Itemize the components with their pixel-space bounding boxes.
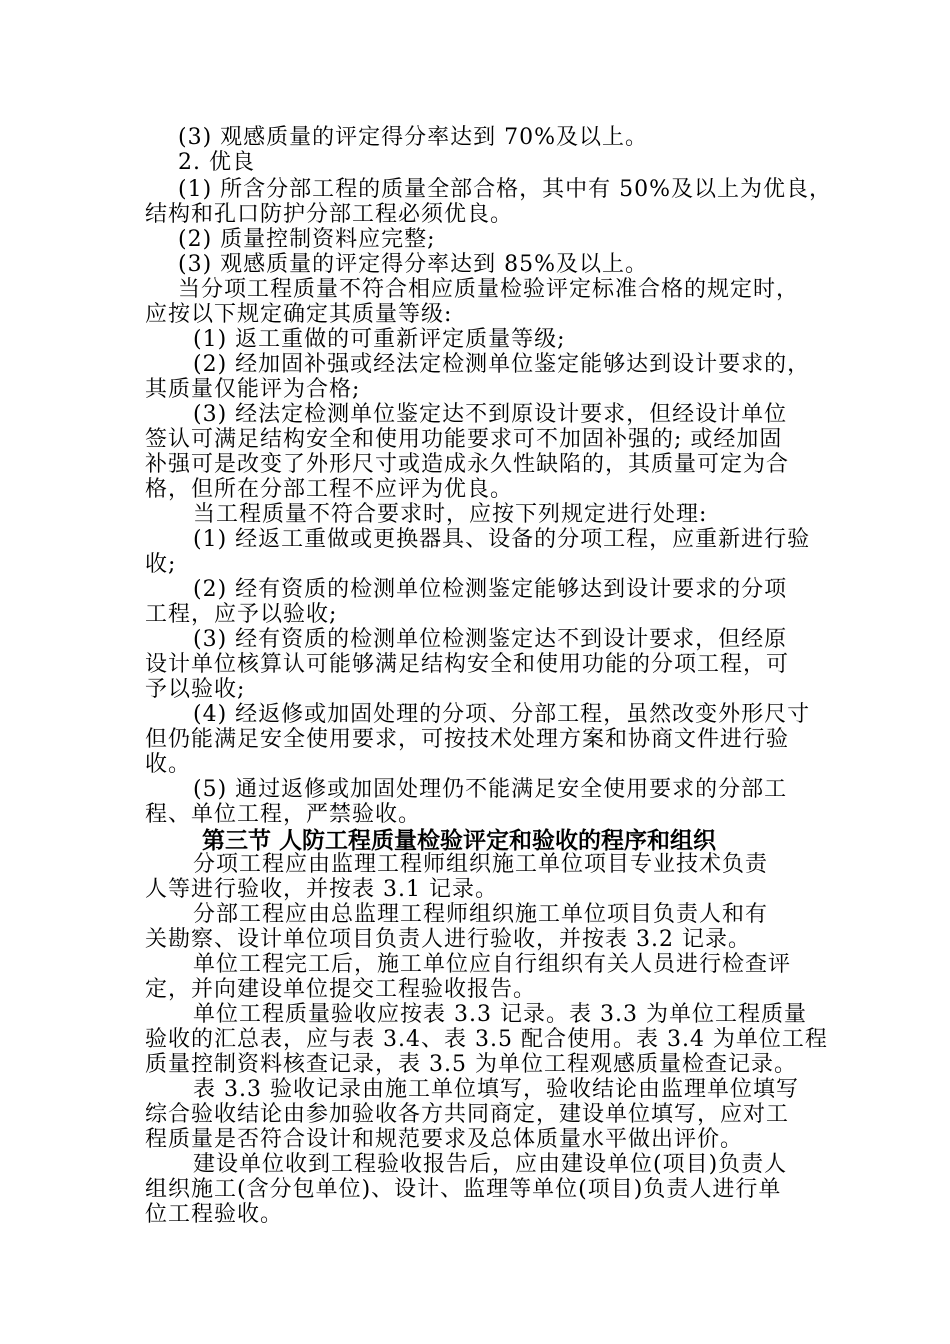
text-line: 组织施工(含分包单位)、设计、监理等单位(项目)负责人进行单 <box>145 1177 782 1202</box>
text-line: 单位工程质量验收应按表 3.3 记录。表 3.3 为单位工程质量 <box>193 1002 807 1027</box>
text-line: (3) 观感质量的评定得分率达到 85%及以上。 <box>178 252 649 277</box>
text-line: 格，但所在分部工程不应评为优良。 <box>145 477 514 502</box>
text-line: (5) 通过返修或加固处理仍不能满足安全使用要求的分部工 <box>193 777 788 802</box>
text-line: 予以验收; <box>145 677 246 702</box>
text-line: 人等进行验收，并按表 3.1 记录。 <box>145 877 498 902</box>
text-line: (3) 经有资质的检测单位检测鉴定达不到设计要求，但经原 <box>193 627 788 652</box>
text-line: 建设单位收到工程验收报告后，应由建设单位(项目)负责人 <box>193 1152 788 1177</box>
section-heading: 第三节 人防工程质量检验评定和验收的程序和组织 <box>202 828 717 854</box>
text-line: (3) 观感质量的评定得分率达到 70%及以上。 <box>178 125 649 150</box>
text-line: 表 3.3 验收记录由施工单位填写，验收结论由监理单位填写 <box>193 1077 799 1102</box>
text-line: 综合验收结论由参加验收各方共同商定，建设单位填写，应对工 <box>145 1102 790 1127</box>
text-line: 当分项工程质量不符合相应质量检验评定标准合格的规定时， <box>178 277 800 302</box>
text-line: 位工程验收。 <box>145 1202 284 1227</box>
text-line: (4) 经返修或加固处理的分项、分部工程，虽然改变外形尺寸 <box>193 702 811 727</box>
text-line: 但仍能满足安全使用要求，可按技术处理方案和协商文件进行验 <box>145 727 790 752</box>
text-line: (2) 质量控制资料应完整; <box>178 227 436 252</box>
text-line: 验收的汇总表，应与表 3.4、表 3.5 配合使用。表 3.4 为单位工程 <box>145 1027 828 1052</box>
text-line: 定，并向建设单位提交工程验收报告。 <box>145 977 537 1002</box>
text-line: 工程，应予以验收; <box>145 602 338 627</box>
text-line: 收。 <box>145 752 192 777</box>
section-title: 2. 优良 <box>178 150 255 175</box>
text-line: 结构和孔口防护分部工程必须优良。 <box>145 202 514 227</box>
text-line: 签认可满足结构安全和使用功能要求可不加固补强的; 或经加固 <box>145 427 783 452</box>
text-line: 质量控制资料核查记录，表 3.5 为单位工程观感质量检查记录。 <box>145 1052 797 1077</box>
text-line: 程质量是否符合设计和规范要求及总体质量水平做出评价。 <box>145 1127 744 1152</box>
text-line: (2) 经有资质的检测单位检测鉴定能够达到设计要求的分项 <box>193 577 788 602</box>
text-line: (1) 经返工重做或更换器具、设备的分项工程，应重新进行验 <box>193 527 811 552</box>
text-line: (3) 经法定检测单位鉴定达不到原设计要求，但经设计单位 <box>193 402 788 427</box>
text-line: 单位工程完工后，施工单位应自行组织有关人员进行检查评 <box>193 952 792 977</box>
text-line: 收; <box>145 552 177 577</box>
text-line: (1) 返工重做的可重新评定质量等级; <box>193 327 566 352</box>
text-line: (2) 经加固补强或经法定检测单位鉴定能够达到设计要求的， <box>193 352 811 377</box>
text-line: 程、单位工程，严禁验收。 <box>145 802 422 827</box>
text-line: 关勘察、设计单位项目负责人进行验收，并按表 3.2 记录。 <box>145 927 751 952</box>
text-line: 其质量仅能评为合格; <box>145 377 361 402</box>
text-line: 当工程质量不符合要求时，应按下列规定进行处理: <box>193 502 708 527</box>
text-line: 设计单位核算认可能够满足结构安全和使用功能的分项工程，可 <box>145 652 790 677</box>
text-line: 分项工程应由监理工程师组织施工单位项目专业技术负责 <box>193 852 769 877</box>
text-line: 补强可是改变了外形尺寸或造成永久性缺陷的，其质量可定为合 <box>145 452 790 477</box>
text-line: 分部工程应由总监理工程师组织施工单位项目负责人和有 <box>193 902 769 927</box>
text-line: (1) 所含分部工程的质量全部合格，其中有 50%及以上为优良， <box>178 177 833 202</box>
text-line: 应按以下规定确定其质量等级: <box>145 302 453 327</box>
